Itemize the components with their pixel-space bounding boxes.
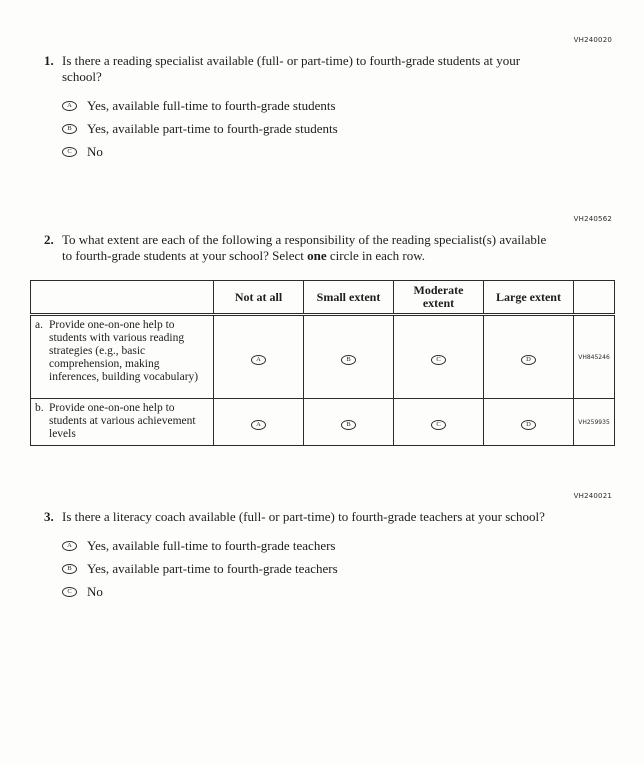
option-label: Yes, available part-time to fourth-grade students bbox=[87, 121, 338, 136]
answer-oval-icon[interactable] bbox=[62, 101, 77, 111]
q1-option-part-time[interactable] bbox=[62, 121, 554, 136]
row-a-large-extent-cell[interactable] bbox=[484, 315, 574, 399]
q3-option-part-time[interactable] bbox=[62, 561, 554, 576]
q2-text-post: circle in each row. bbox=[326, 248, 426, 263]
oval-letter: B bbox=[346, 421, 351, 428]
question-3-body bbox=[62, 509, 554, 607]
row-b-label-cell bbox=[31, 399, 214, 446]
answer-oval-icon[interactable] bbox=[62, 564, 77, 574]
answer-oval-icon[interactable] bbox=[62, 124, 77, 134]
table-header-row bbox=[31, 281, 615, 315]
row-b-prefix: b. bbox=[35, 402, 44, 414]
option-label: No bbox=[87, 144, 103, 159]
row-b-label: Provide one-on-one help to students at various achievement levels bbox=[49, 402, 196, 440]
oval-letter: C bbox=[67, 147, 72, 155]
column-header-not-at-all: Not at all bbox=[214, 281, 304, 315]
question-3-text: Is there a literacy coach available (full- or part-time) to fourth-grade teachers at your school? bbox=[62, 509, 545, 524]
column-header-large-extent: Large extent bbox=[484, 281, 574, 315]
question-1-options bbox=[62, 98, 554, 159]
oval-letter: B bbox=[67, 124, 72, 132]
question-2-text bbox=[62, 232, 554, 264]
q2-response-table bbox=[30, 280, 615, 446]
answer-oval-icon[interactable] bbox=[62, 147, 77, 157]
oval-letter: B bbox=[346, 356, 351, 363]
row-a-small-extent-cell[interactable] bbox=[304, 315, 394, 399]
option-label: No bbox=[87, 584, 103, 599]
row-a-moderate-extent-cell[interactable] bbox=[394, 315, 484, 399]
oval-letter: A bbox=[256, 421, 261, 428]
oval-letter: D bbox=[526, 356, 531, 363]
oval-letter: D bbox=[526, 421, 531, 428]
question-2-body bbox=[62, 232, 554, 264]
q2-text-pre: To what extent are each of the following a responsibility of the reading specialist(s) available to fourth-grade students at your school? Select bbox=[62, 232, 547, 263]
oval-letter: C bbox=[436, 356, 441, 363]
column-header-moderate-extent: Moderate extent bbox=[394, 281, 484, 315]
question-1-text: Is there a reading specialist available (full- or part-time) to fourth-grade students at your school? bbox=[62, 53, 521, 84]
row-a-not-at-all-cell[interactable] bbox=[214, 315, 304, 399]
question-3 bbox=[44, 509, 614, 607]
row-b-code: VH259935 bbox=[574, 399, 615, 446]
form-code-q2: VH240562 bbox=[573, 215, 612, 223]
oval-letter: C bbox=[436, 421, 441, 428]
oval-letter: A bbox=[67, 541, 72, 549]
header-stub-cell bbox=[31, 281, 214, 315]
answer-oval-icon[interactable] bbox=[521, 420, 536, 430]
oval-letter: B bbox=[67, 564, 72, 572]
answer-oval-icon[interactable] bbox=[62, 541, 77, 551]
option-label: Yes, available full-time to fourth-grade teachers bbox=[87, 538, 336, 553]
oval-letter: C bbox=[67, 587, 72, 595]
form-code-q3: VH240021 bbox=[573, 492, 612, 500]
answer-oval-icon[interactable] bbox=[341, 420, 356, 430]
table-row-a bbox=[31, 315, 615, 399]
row-a-label-cell bbox=[31, 315, 214, 399]
row-b-not-at-all-cell[interactable] bbox=[214, 399, 304, 446]
row-b-large-extent-cell[interactable] bbox=[484, 399, 574, 446]
form-code-q1: VH240020 bbox=[573, 36, 612, 44]
answer-oval-icon[interactable] bbox=[431, 420, 446, 430]
row-a-label: Provide one-on-one help to students with various reading strategies (e.g., basic comprehension, making inferences, building vocabulary) bbox=[49, 319, 199, 383]
question-3-number: 3. bbox=[44, 509, 54, 524]
oval-letter: A bbox=[256, 356, 261, 363]
answer-oval-icon[interactable] bbox=[251, 355, 266, 365]
answer-oval-icon[interactable] bbox=[251, 420, 266, 430]
answer-oval-icon[interactable] bbox=[431, 355, 446, 365]
answer-oval-icon[interactable] bbox=[62, 587, 77, 597]
option-label: Yes, available part-time to fourth-grade teachers bbox=[87, 561, 338, 576]
row-b-small-extent-cell[interactable] bbox=[304, 399, 394, 446]
header-code-cell bbox=[574, 281, 615, 315]
column-header-small-extent: Small extent bbox=[304, 281, 394, 315]
question-2-number: 2. bbox=[44, 232, 54, 247]
question-2 bbox=[44, 232, 614, 264]
oval-letter: A bbox=[67, 101, 72, 109]
q1-option-full-time[interactable] bbox=[62, 98, 554, 113]
question-1 bbox=[44, 53, 614, 167]
question-3-options bbox=[62, 538, 554, 599]
q2-text-bold: one bbox=[307, 248, 327, 263]
question-1-body bbox=[62, 53, 554, 167]
q1-option-no[interactable] bbox=[62, 144, 554, 159]
q3-option-no[interactable] bbox=[62, 584, 554, 599]
row-a-prefix: a. bbox=[35, 319, 43, 331]
answer-oval-icon[interactable] bbox=[341, 355, 356, 365]
row-a-code: VH845246 bbox=[574, 315, 615, 399]
answer-oval-icon[interactable] bbox=[521, 355, 536, 365]
table-row-b bbox=[31, 399, 615, 446]
q3-option-full-time[interactable] bbox=[62, 538, 554, 553]
row-b-moderate-extent-cell[interactable] bbox=[394, 399, 484, 446]
question-1-number: 1. bbox=[44, 53, 54, 68]
option-label: Yes, available full-time to fourth-grade students bbox=[87, 98, 336, 113]
